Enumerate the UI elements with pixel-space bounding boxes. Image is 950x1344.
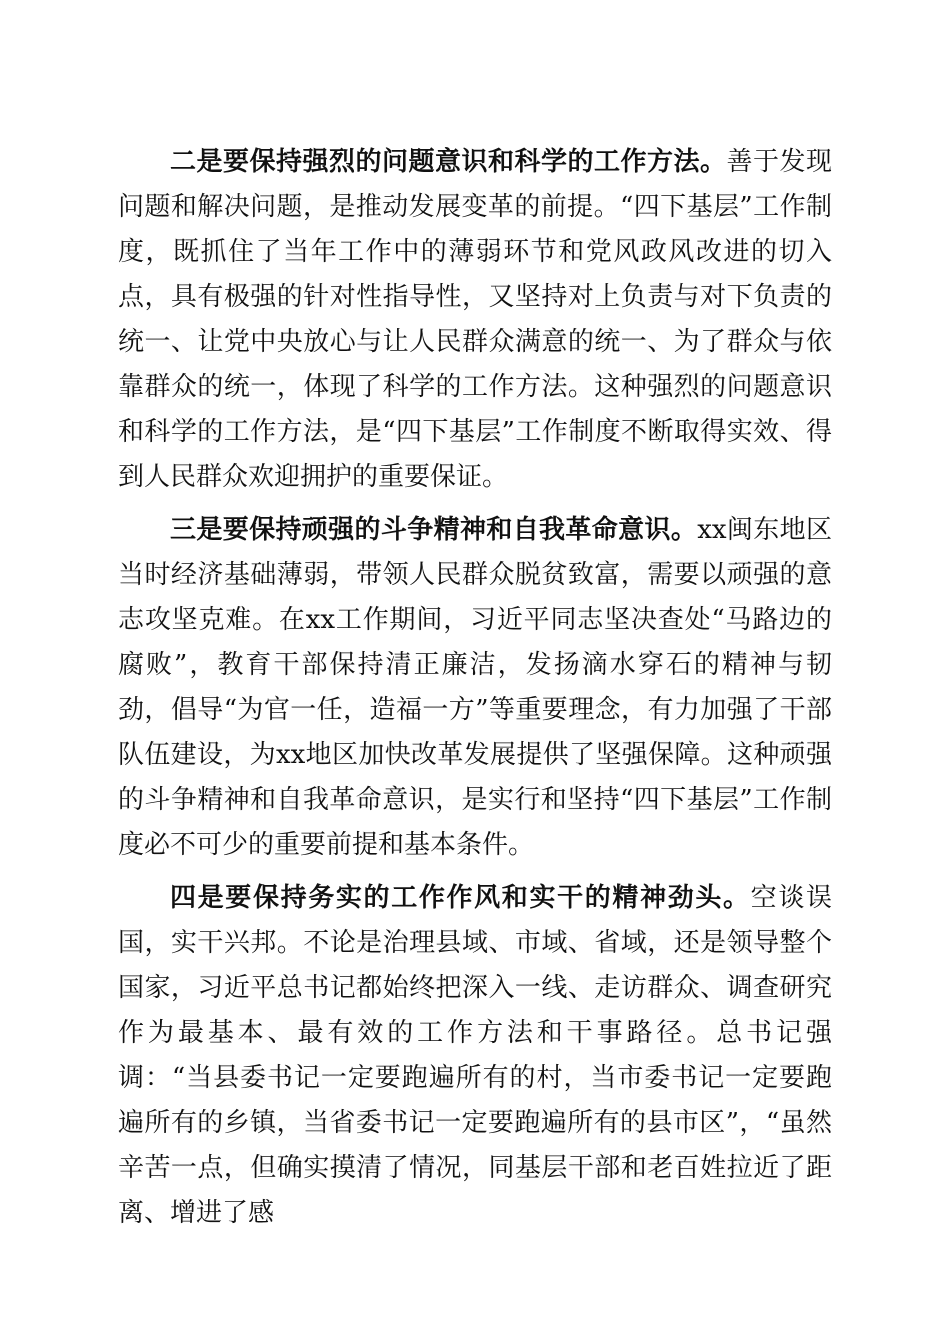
paragraph-heading: 二是要保持强烈的问题意识和科学的工作方法。 bbox=[170, 147, 727, 177]
paragraph-2 bbox=[118, 140, 832, 500]
paragraph-body: 善于发现问题和解决问题，是推动发展变革的前提。“四下基层”工作制度，既抓住了当年工作中的薄弱环节和党风政风改进的切入点，具有极强的针对性指导性，又坚持对上负责与对下负责的统一、让党中央放心与让人民群众满意的统一、为了群众与依靠群众的统一，体现了科学的工作方法。这种强烈的问题意识和科学的工作方法，是“四下基层”工作制度不断取得实效、得到人民群众欢迎拥护的重要保证。 bbox=[118, 147, 832, 492]
document-page bbox=[118, 140, 832, 1236]
paragraph-4 bbox=[118, 876, 832, 1236]
paragraph-heading: 三是要保持顽强的斗争精神和自我革命意识。 bbox=[170, 515, 698, 545]
paragraph-body: xx闽东地区当时经济基础薄弱，带领人民群众脱贫致富，需要以顽强的意志攻坚克难。在xx工作期间，习近平同志坚决查处“马路边的腐败”，教育干部保持清正廉洁，发扬滴水穿石的精神与韧劲，倡导“为官一任，造福一方”等重要理念，有力加强了干部队伍建设，为xx地区加快改革发展提供了坚强保障。这种顽强的斗争精神和自我革命意识，是实行和坚持“四下基层”工作制度必不可少的重要前提和基本条件。 bbox=[118, 515, 832, 860]
paragraph-3 bbox=[118, 508, 832, 868]
paragraph-heading: 四是要保持务实的工作作风和实干的精神劲头。 bbox=[170, 883, 751, 913]
paragraph-body: 空谈误国，实干兴邦。不论是治理县域、市域、省域，还是领导整个国家，习近平总书记都始终把深入一线、走访群众、调查研究作为最基本、最有效的工作方法和干事路径。总书记强调：“当县委书记一定要跑遍所有的村，当市委书记一定要跑遍所有的乡镇，当省委书记一定要跑遍所有的县市区”，“虽然辛苦一点，但确实摸清了情况，同基层干部和老百姓拉近了距离、增进了感 bbox=[118, 883, 832, 1228]
